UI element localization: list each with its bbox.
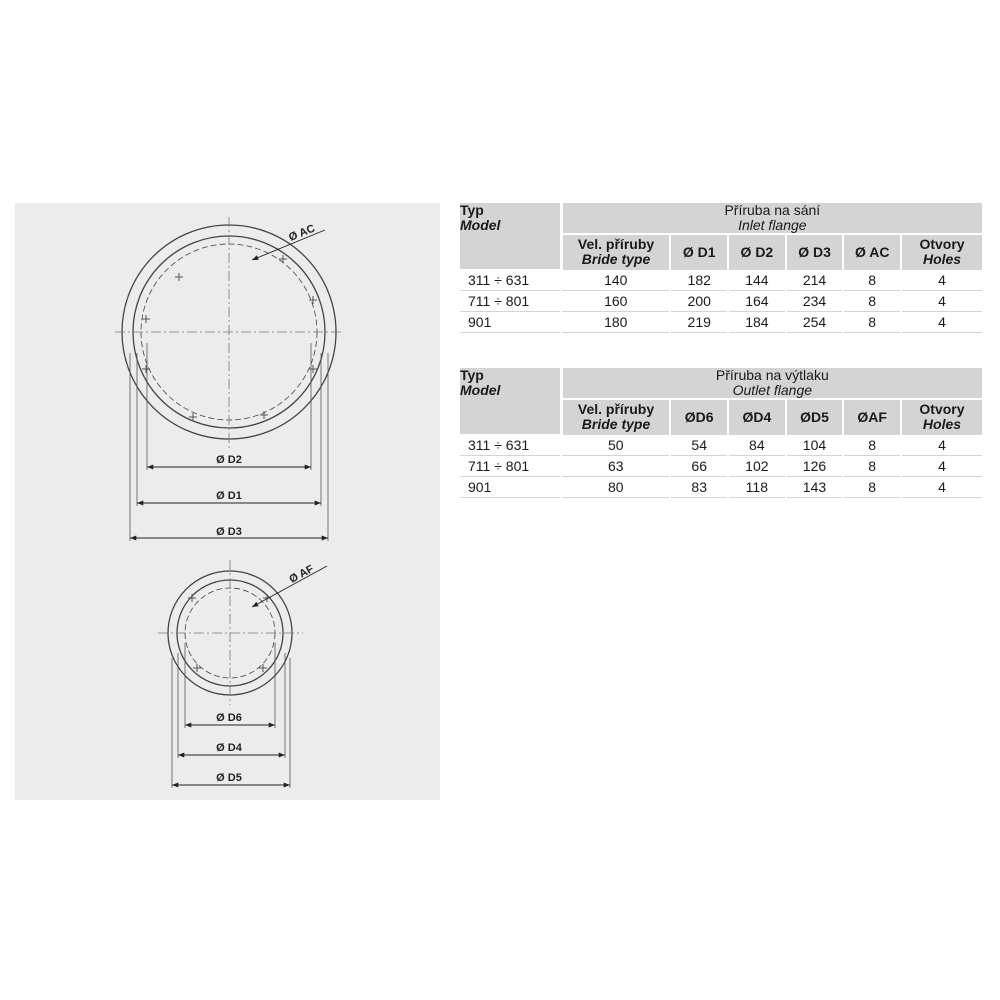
cell-holes: 4 <box>901 477 982 498</box>
col-header-bride <box>561 399 670 435</box>
cell-holes: 4 <box>901 456 982 477</box>
outlet-flange-table <box>460 368 982 498</box>
col-header-holes <box>901 399 982 435</box>
col-header-bride-cz: Vel. příruby <box>577 401 655 417</box>
bolt-hole-2 <box>142 315 150 323</box>
col-header-d6: ØD6 <box>670 399 728 435</box>
bolt-hole-3 <box>142 365 150 373</box>
flange-drawing-panel <box>15 203 440 800</box>
flange-title-cz: Příruba na výtlaku <box>715 367 829 383</box>
table-row <box>460 456 982 477</box>
label-af: Ø AF <box>287 562 316 586</box>
cell-ac: 8 <box>843 312 901 333</box>
col-header-d1: Ø D1 <box>670 234 728 270</box>
inlet-flange-table <box>460 203 982 333</box>
flange-drawing <box>15 203 440 800</box>
col-header-holes-en: Holes <box>922 251 962 267</box>
model-header-en: Model <box>460 382 501 398</box>
cell-bride: 80 <box>561 477 670 498</box>
cell-holes: 4 <box>901 270 982 291</box>
table-row <box>460 270 982 291</box>
dim-leader-af <box>252 566 327 607</box>
cell-d3: 234 <box>786 291 844 312</box>
table-row <box>460 435 982 456</box>
cell-af: 8 <box>843 435 901 456</box>
outlet-dimension-lines <box>172 566 327 785</box>
col-header-d4: ØD4 <box>728 399 786 435</box>
model-header-en: Model <box>460 217 501 233</box>
table-row <box>460 291 982 312</box>
cell-af: 8 <box>843 477 901 498</box>
col-header-d2: Ø D2 <box>728 234 786 270</box>
cell-d6: 54 <box>670 435 728 456</box>
label-d6: Ø D6 <box>216 712 242 724</box>
col-header-bride-en: Bride type <box>581 251 651 267</box>
bolt-hole-5 <box>260 411 268 419</box>
col-header-holes-en: Holes <box>922 416 962 432</box>
label-d5: Ø D5 <box>216 772 242 784</box>
label-d3: Ø D3 <box>216 526 242 538</box>
inlet-bolt-holes <box>142 255 317 421</box>
flange-title-en: Outlet flange <box>732 382 813 398</box>
cell-bride: 63 <box>561 456 670 477</box>
label-d1: Ø D1 <box>216 490 242 502</box>
cell-holes: 4 <box>901 312 982 333</box>
bolt-hole-2 <box>193 664 201 672</box>
cell-bride: 50 <box>561 435 670 456</box>
col-header-d5: ØD5 <box>786 399 844 435</box>
cell-d5: 126 <box>786 456 844 477</box>
cell-d1: 200 <box>670 291 728 312</box>
cell-bride: 180 <box>561 312 670 333</box>
cell-holes: 4 <box>901 435 982 456</box>
cell-af: 8 <box>843 456 901 477</box>
col-header-bride <box>561 234 670 270</box>
label-d4: Ø D4 <box>216 742 242 754</box>
cell-d6: 66 <box>670 456 728 477</box>
bolt-hole-3 <box>259 664 267 672</box>
model-header <box>460 368 561 435</box>
bolt-hole-8 <box>279 255 287 263</box>
col-header-bride-cz: Vel. příruby <box>577 236 655 252</box>
col-header-d3: Ø D3 <box>786 234 844 270</box>
cell-d1: 182 <box>670 270 728 291</box>
cell-model: 311 ÷ 631 <box>460 270 561 291</box>
cell-d4: 84 <box>728 435 786 456</box>
cell-d5: 143 <box>786 477 844 498</box>
label-ac: Ø AC <box>287 222 317 244</box>
col-header-bride-en: Bride type <box>581 416 651 432</box>
cell-holes: 4 <box>901 291 982 312</box>
cell-model: 311 ÷ 631 <box>460 435 561 456</box>
table-row <box>460 477 982 498</box>
cell-d3: 254 <box>786 312 844 333</box>
flange-title <box>561 203 982 234</box>
table-row <box>460 312 982 333</box>
cell-model: 901 <box>460 312 561 333</box>
cell-d6: 83 <box>670 477 728 498</box>
flange-title-cz: Příruba na sání <box>724 202 821 218</box>
cell-d2: 164 <box>728 291 786 312</box>
cell-model: 901 <box>460 477 561 498</box>
cell-ac: 8 <box>843 270 901 291</box>
cell-ac: 8 <box>843 291 901 312</box>
col-header-ac: Ø AC <box>843 234 901 270</box>
label-d2: Ø D2 <box>216 454 242 466</box>
inlet-center-lines <box>115 217 343 448</box>
bolt-hole-1 <box>175 273 183 281</box>
flange-title <box>561 368 982 399</box>
cell-model: 711 ÷ 801 <box>460 456 561 477</box>
bolt-hole-1 <box>188 594 196 602</box>
col-header-holes <box>901 234 982 270</box>
flange-title-en: Inlet flange <box>738 217 807 233</box>
col-header-holes-cz: Otvory <box>919 401 965 417</box>
cell-d2: 184 <box>728 312 786 333</box>
cell-d5: 104 <box>786 435 844 456</box>
cell-d1: 219 <box>670 312 728 333</box>
cell-d2: 144 <box>728 270 786 291</box>
cell-d4: 102 <box>728 456 786 477</box>
model-header-cz: Typ <box>460 202 484 218</box>
cell-d3: 214 <box>786 270 844 291</box>
model-header-cz: Typ <box>460 367 484 383</box>
col-header-holes-cz: Otvory <box>919 236 965 252</box>
cell-bride: 140 <box>561 270 670 291</box>
cell-d4: 118 <box>728 477 786 498</box>
outlet-center-lines <box>158 560 303 705</box>
col-header-af: ØAF <box>843 399 901 435</box>
cell-bride: 160 <box>561 291 670 312</box>
cell-model: 711 ÷ 801 <box>460 291 561 312</box>
model-header <box>460 203 561 270</box>
